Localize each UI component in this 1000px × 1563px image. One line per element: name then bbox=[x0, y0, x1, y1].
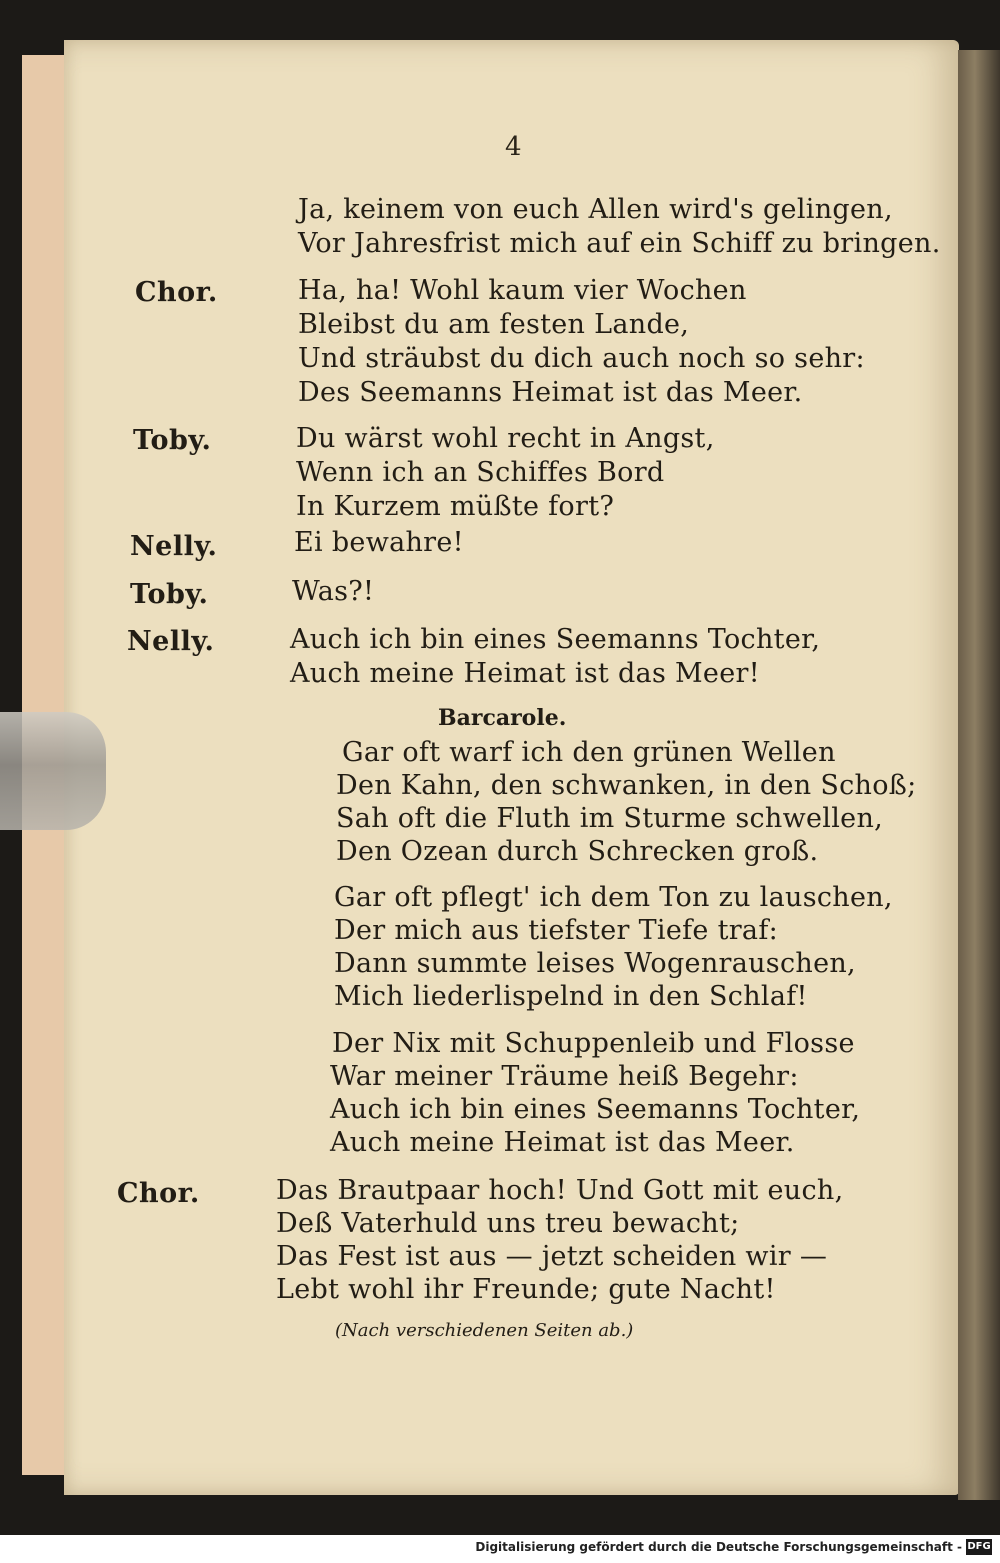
dfg-logo-icon: DFG bbox=[966, 1539, 992, 1555]
verse-line: Den Kahn, den schwanken, in den Schoß; bbox=[336, 770, 917, 801]
verse-line: Den Ozean durch Schrecken groß. bbox=[336, 836, 819, 867]
verse-line: Und sträubst du dich auch noch so sehr: bbox=[298, 343, 865, 374]
verse-line: Das Brautpaar hoch! Und Gott mit euch, bbox=[276, 1175, 844, 1206]
footer-bar bbox=[0, 1535, 1000, 1563]
book-spine-right bbox=[958, 50, 1000, 1500]
verse-line: Bleibst du am festen Lande, bbox=[298, 309, 690, 340]
verse-line: Auch meine Heimat ist das Meer! bbox=[290, 658, 760, 689]
stage-direction: (Nach verschiedenen Seiten ab.) bbox=[335, 1320, 634, 1341]
verse-line: Ja, keinem von euch Allen wird's gelingen, bbox=[298, 194, 893, 225]
verse-line: Deß Vaterhuld uns treu bewacht; bbox=[276, 1208, 740, 1239]
verse-line: Gar oft pflegt' ich dem Ton zu lauschen, bbox=[334, 882, 893, 913]
speaker-label: Chor. bbox=[117, 1178, 200, 1209]
speaker-label: Toby. bbox=[130, 579, 209, 610]
verse-line: Mich liederlispelnd in den Schlaf! bbox=[334, 981, 808, 1012]
verse-line: Gar oft warf ich den grünen Wellen bbox=[342, 737, 836, 768]
footer-credit: Digitalisierung gefördert durch die Deutsche Forschungsgemeinschaft - bbox=[475, 1540, 962, 1554]
speaker-label: Nelly. bbox=[127, 626, 215, 657]
verse-line: In Kurzem müßte fort? bbox=[296, 491, 615, 522]
speaker-label: Chor. bbox=[135, 277, 218, 308]
verse-line: Auch ich bin eines Seemanns Tochter, bbox=[330, 1094, 861, 1125]
page-marker-tab bbox=[0, 712, 106, 830]
speaker-label: Nelly. bbox=[130, 531, 218, 562]
verse-line: Was?! bbox=[292, 576, 375, 607]
verse-line: Ei bewahre! bbox=[294, 527, 464, 558]
verse-line: Vor Jahresfrist mich auf ein Schiff zu bringen. bbox=[298, 228, 941, 259]
section-heading: Barcarole. bbox=[438, 705, 567, 731]
verse-line: Des Seemanns Heimat ist das Meer. bbox=[298, 377, 803, 408]
verse-line: Das Fest ist aus — jetzt scheiden wir — bbox=[276, 1241, 828, 1272]
speaker-label: Toby. bbox=[133, 425, 212, 456]
verse-line: War meiner Träume heiß Begehr: bbox=[330, 1061, 799, 1092]
verse-line: Sah oft die Fluth im Sturme schwellen, bbox=[336, 803, 884, 834]
verse-line: Der mich aus tiefster Tiefe traf: bbox=[334, 915, 779, 946]
verse-line: Wenn ich an Schiffes Bord bbox=[296, 457, 665, 488]
verse-line: Auch ich bin eines Seemanns Tochter, bbox=[290, 624, 821, 655]
verse-line: Du wärst wohl recht in Angst, bbox=[296, 423, 715, 454]
verse-line: Auch meine Heimat ist das Meer. bbox=[330, 1127, 795, 1158]
verse-line: Ha, ha! Wohl kaum vier Wochen bbox=[298, 275, 747, 306]
page-number: 4 bbox=[505, 132, 522, 162]
verse-line: Der Nix mit Schuppenleib und Flosse bbox=[332, 1028, 855, 1059]
verse-line: Dann summte leises Wogenrauschen, bbox=[334, 948, 856, 979]
verse-line: Lebt wohl ihr Freunde; gute Nacht! bbox=[276, 1274, 776, 1305]
